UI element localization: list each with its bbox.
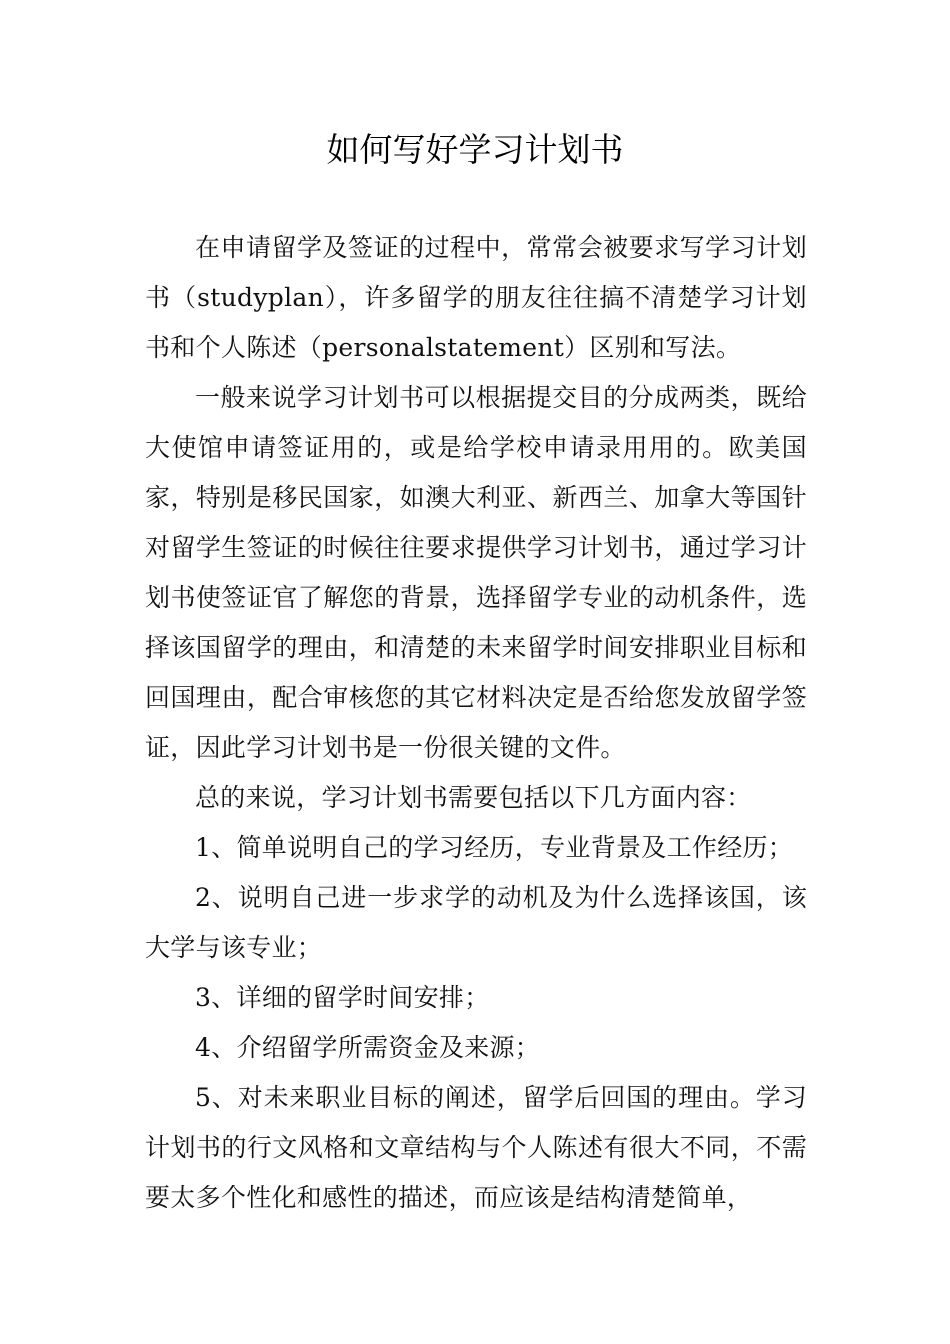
paragraph-intro: 在申请留学及签证的过程中，常常会被要求写学习计划书（studyplan），许多留学的朋友往往搞不清楚学习计划书和个人陈述（personalstatement）区别和写法。 <box>145 233 807 362</box>
list-item-1: 1、简单说明自己的学习经历，专业背景及工作经历； <box>195 833 794 862</box>
document-title: 如何写好学习计划书 <box>326 130 624 169</box>
list-item-5: 5、对未来职业目标的阐述，留学后回国的理由。学习计划书的行文风格和文章结构与个人陈述有很大不同，不需要太多个性化和感性的描述，而应该是结构清楚简单， <box>145 1083 807 1212</box>
list-item-3: 3、详细的留学时间安排； <box>195 983 490 1012</box>
paragraph-types: 一般来说学习计划书可以根据提交目的分成两类，既给大使馆申请签证用的，或是给学校申请录用用的。欧美国家，特别是移民国家，如澳大利亚、新西兰、加拿大等国针对留学生签证的时候往往要求提供学习计划书，通过学习计划书使签证官了解您的背景，选择留学专业的动机条件，选择该国留学的理由，和清楚的未来留学时间安排职业目标和回国理由，配合审核您的其它材料决定是否给您发放留学签证，因此学习计划书是一份很关键的文件。 <box>145 383 807 762</box>
document-body <box>145 223 807 1223</box>
list-item-4: 4、介绍留学所需资金及来源； <box>195 1033 541 1062</box>
list-item-2: 2、说明自己进一步求学的动机及为什么选择该国，该大学与该专业； <box>145 883 807 962</box>
paragraph-summary: 总的来说，学习计划书需要包括以下几方面内容： <box>195 783 752 812</box>
